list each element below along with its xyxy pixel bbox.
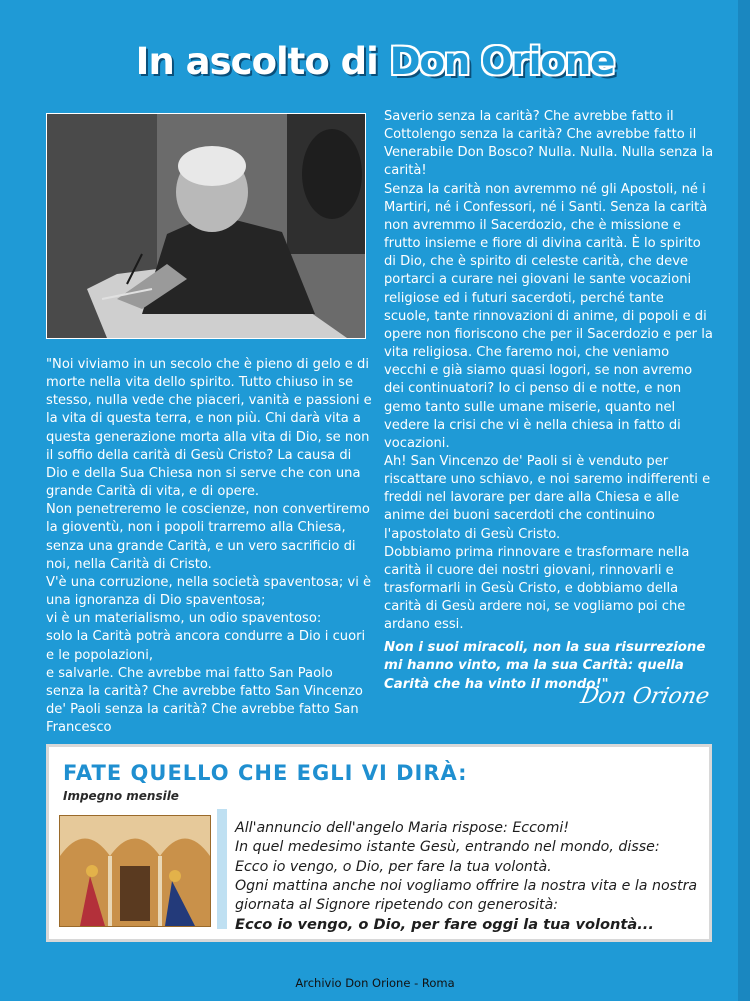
signature: Don Orione [578,684,712,709]
paragraph: vi è un materialismo, un odio spaventoso: [46,611,322,627]
box-line: In quel medesimo istante Gesù, entrando nel mondo, disse: [235,839,660,856]
closing-quote: Non i suoi miracoli, non la sua risurrezione mi hanno vinto, ma la sua Carità: quella Carità che ha vinto il mondo!" [384,639,706,692]
title-part-1: In ascolto di [135,40,378,83]
article-left-column [46,356,372,737]
box-text [235,819,705,935]
title-part-2: Don Orione [389,40,615,83]
box-subtitle: Impegno mensile [63,789,179,803]
box-final-line: Ecco io vengo, o Dio, per fare oggi la tua volontà... [235,916,654,934]
photo-don-orione-writing [46,113,366,339]
footer-archive: Archivio Don Orione - Roma [295,976,455,990]
page-edge [738,0,750,1001]
box-line: Ecco io vengo, o Dio, per fare la tua volontà. [235,858,552,875]
box-title: FATE QUELLO CHE EGLI VI DIRÀ: [63,761,468,785]
painting-illustration [60,816,210,926]
paragraph: V'è una corruzione, nella società spaventosa; vi è una ignoranza di Dio spaventosa; [46,574,372,609]
paragraph: Non penetreremo le coscienze, non convertiremo la gioventù, non i popoli trarremo alla Chiesa, senza una grande Carità, e un vero sacrificio di noi, nella Carità di Cristo. [46,502,370,572]
paragraph: Senza la carità non avremmo né gli Apostoli, né i Martiri, né i Confessori, né i Santi. Senza la carità non avremmo il Sacerdozio, che è missione e frutto insieme e fiore di divina carità. È lo spirito di Dio, che è spirito di celeste carità, che deve portarci a curare nei giovani le sante vocazioni religiose ed i futuri sacerdoti, perché tante scuole, tante rinnovazioni di anime, di popoli e di opere non fioriscono che per il Sacerdozio e per la vita religiosa. Che faremo noi, che veniamo vecchi e già siamo quasi logori, se non avremo dei continuatori? Io ci penso di e notte, e non gemo tanto sulle umane miserie, quanto nel vedere la crisi che vi è nella chiesa in fatto di vocazioni. [384,181,713,451]
paragraph: Saverio senza la carità? Che avrebbe fatto il Cottolengo senza la carità? Che avrebbe fatto il Venerabile Don Bosco? Nulla. Nulla. Nulla senza la carità! [384,109,714,179]
paragraph: "Noi viviamo in un secolo che è pieno di gelo e di morte nella vita dello spirito. Tutto chiuso in se stesso, nulla vede che piaceri, vanità e passioni e la vita di questa terra, e non più. Chi darà vita a questa generazione morta alla vita di Dio, se non il soffio della carità di Gesù Cristo? La causa di Dio e della Sua Chiesa non si serve che con una grande Carità di vita, e di opere. [46,357,372,500]
box-line: All'annuncio dell'angelo Maria rispose: Eccomi! [235,820,570,836]
photo-illustration [47,114,365,338]
monthly-commitment-box [46,744,712,942]
page-title [0,40,750,83]
paragraph: e salvarle. Che avrebbe mai fatto San Paolo senza la carità? Che avrebbe fatto San Vincenzo de' Paoli senza la carità? Che avrebbe fatto San Francesco [46,665,363,736]
quote-decoration [217,809,227,929]
paragraph: solo la Carità potrà ancora condurre a Dio i cuori e le popolazioni, [46,629,366,663]
paragraph: Ah! San Vincenzo de' Paoli si è venduto per riscattare uno schiavo, e noi saremo indifferenti e freddi nel lavorare per dare alla Chiesa e alle anime dei buoni sacerdoti che continuino l'apostolato di Gesù Cristo. [384,453,711,542]
article-right-column [384,108,714,694]
paragraph: Dobbiamo prima rinnovare e trasformare nella carità il cuore dei nostri giovani, rinnovarli e trasformarli in Gesù Cristo, e dobbiamo della carità di Gesù ardere noi, se vogliamo poi che ardano essi. [384,544,690,633]
box-line: Ogni mattina anche noi vogliamo offrire la nostra vita e la nostra giornata al Signore ripetendo con generosità: [235,877,698,914]
annunciation-painting-icon [59,815,211,927]
